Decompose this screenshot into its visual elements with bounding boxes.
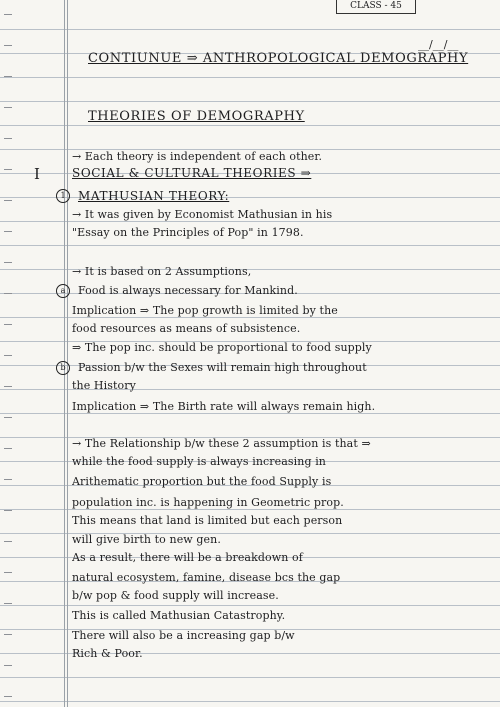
class-label: CLASS - 45 xyxy=(336,0,416,14)
circled-number-1: 1 xyxy=(56,189,70,203)
note-line: Arithematic proportion but the food Supply is xyxy=(72,475,332,488)
note-line: Implication ⇒ The Birth rate will always remain high. xyxy=(72,400,376,413)
hole-punch-ticks xyxy=(0,0,14,707)
page-title: CONTIUNUE ⇒ ANTHROPOLOGICAL DEMOGRAPHY xyxy=(88,52,469,66)
note-line: There will also be a increasing gap b/w xyxy=(72,629,295,642)
edge-tick xyxy=(4,76,12,77)
note-line: natural ecosystem, famine, disease bcs the gap xyxy=(72,571,341,584)
note-line: As a result, there will be a breakdown of xyxy=(72,551,303,564)
edge-tick xyxy=(4,107,12,108)
note-line: "Essay on the Principles of Pop" in 1798. xyxy=(72,226,304,239)
roman-numeral: I xyxy=(34,165,40,183)
edge-tick xyxy=(4,572,12,573)
note-line: while the food supply is always increasing in xyxy=(72,455,326,468)
margin-line xyxy=(64,0,65,707)
edge-tick xyxy=(4,169,12,170)
edge-tick xyxy=(4,417,12,418)
note-line: → It was given by Economist Mathusian in his xyxy=(72,208,333,221)
edge-tick xyxy=(4,138,12,139)
edge-tick xyxy=(4,14,12,15)
edge-tick xyxy=(4,448,12,449)
edge-tick xyxy=(4,231,12,232)
note-line: This is called Mathusian Catastrophy. xyxy=(72,609,286,622)
note-line: This means that land is limited but each person xyxy=(72,514,343,527)
note-line: → Each theory is independent of each other. xyxy=(72,150,323,163)
note-line: → It is based on 2 Assumptions, xyxy=(72,265,252,278)
note-heading: SOCIAL & CULTURAL THEORIES ⇒ xyxy=(72,166,312,180)
circled-letter-b: b xyxy=(56,361,70,375)
margin-line-inner xyxy=(67,0,68,707)
edge-tick xyxy=(4,603,12,604)
edge-tick xyxy=(4,510,12,511)
edge-tick xyxy=(4,634,12,635)
date-field: __/__/__ xyxy=(418,38,459,51)
note-line: Food is always necessary for Mankind. xyxy=(78,284,298,297)
note-heading: MATHUSIAN THEORY: xyxy=(78,189,230,203)
edge-tick xyxy=(4,541,12,542)
circled-letter-a: a xyxy=(56,284,70,298)
edge-tick xyxy=(4,324,12,325)
edge-tick xyxy=(4,293,12,294)
note-line: population inc. is happening in Geometric prop. xyxy=(72,496,344,509)
edge-tick xyxy=(4,479,12,480)
note-line: Implication ⇒ The pop growth is limited by the xyxy=(72,304,338,317)
edge-tick xyxy=(4,45,12,46)
note-line: ⇒ The pop inc. should be proportional to food supply xyxy=(72,341,372,354)
edge-tick xyxy=(4,696,12,697)
note-line: Rich & Poor. xyxy=(72,647,143,660)
note-line: food resources as means of subsistence. xyxy=(72,322,301,335)
note-line: b/w pop & food supply will increase. xyxy=(72,589,279,602)
note-line: → The Relationship b/w these 2 assumption is that ⇒ xyxy=(72,437,371,450)
edge-tick xyxy=(4,200,12,201)
note-line: will give birth to new gen. xyxy=(72,533,221,546)
note-line: the History xyxy=(72,379,136,392)
section-heading: THEORIES OF DEMOGRAPHY xyxy=(88,110,305,124)
edge-tick xyxy=(4,355,12,356)
edge-tick xyxy=(4,665,12,666)
edge-tick xyxy=(4,262,12,263)
edge-tick xyxy=(4,386,12,387)
note-line: Passion b/w the Sexes will remain high throughout xyxy=(78,361,367,374)
